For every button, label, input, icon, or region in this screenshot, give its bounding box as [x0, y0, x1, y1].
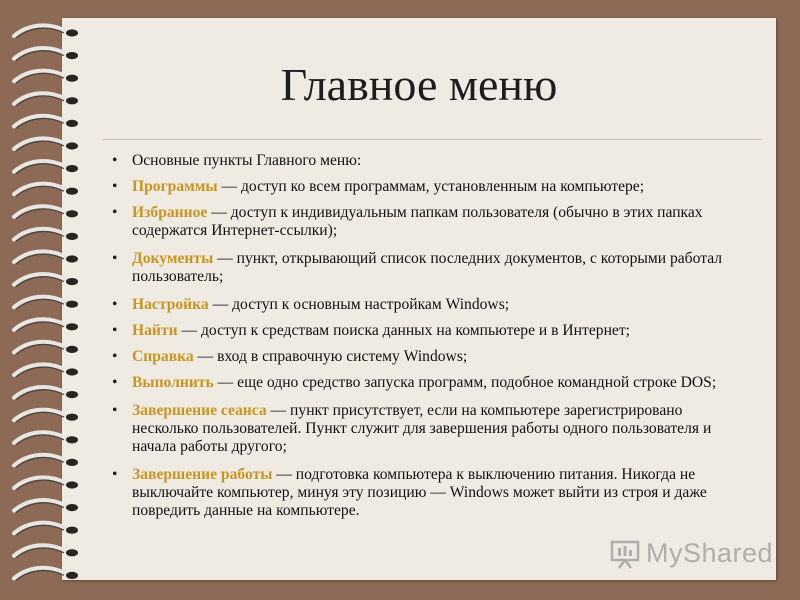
- list-item-term: Избранное: [132, 204, 208, 221]
- list-item: [112, 178, 752, 196]
- bullet-list: [112, 152, 752, 530]
- list-item-text: Основные пункты Главного меню:: [132, 152, 362, 169]
- list-item: [112, 466, 752, 520]
- binding-hole: [66, 323, 78, 330]
- list-item-text: — доступ к средствам поиска данных на компьютере и в Интернет;: [177, 322, 630, 339]
- binding-hole: [66, 210, 78, 217]
- binding-hole: [66, 120, 78, 127]
- list-item-term: Программы: [132, 178, 218, 195]
- list-item-text: — подготовка компьютера к выключению питания. Никогда не выключайте компьютер, минуя эту позицию — Windows может выйти из строя и даже повредить данные на компьютере.: [132, 466, 707, 519]
- list-item: [112, 348, 752, 366]
- list-item-term: Настройка: [132, 296, 209, 313]
- watermark: [608, 534, 773, 572]
- binding-hole: [66, 391, 78, 398]
- binding-hole: [66, 142, 78, 149]
- watermark-text: MyShared: [646, 537, 774, 568]
- list-item: [112, 374, 752, 392]
- list-item-term: Выполнить: [132, 374, 214, 391]
- title-divider: [102, 139, 762, 140]
- list-item-text: — еще одно средство запуска программ, подобное командной строке DOS;: [213, 374, 717, 391]
- binding-hole: [66, 527, 78, 534]
- binding-hole: [66, 549, 78, 556]
- binding-hole: [66, 481, 78, 488]
- binding-hole: [66, 29, 78, 36]
- list-item-text: — доступ к основным настройкам Windows;: [208, 296, 510, 313]
- binding-hole: [66, 165, 78, 172]
- binding-hole: [66, 188, 78, 195]
- list-item: [112, 152, 752, 170]
- list-item: [112, 296, 752, 314]
- binding-hole: [66, 459, 78, 466]
- list-item: [112, 402, 752, 456]
- list-item-term: Справка: [132, 348, 194, 365]
- binding-hole: [66, 436, 78, 443]
- list-item: [112, 250, 752, 286]
- list-item: [112, 322, 752, 340]
- binding-hole: [66, 346, 78, 353]
- binding-hole: [66, 504, 78, 511]
- list-item-term: Завершение сеанса: [132, 402, 267, 419]
- list-item-text: — пункт, открывающий список последних документов, с которыми работал пользователь;: [132, 250, 723, 285]
- list-item-term: Документы: [132, 250, 214, 267]
- presentation-board-icon: [608, 536, 642, 570]
- list-item-text: — доступ ко всем программам, установленным на компьютере;: [217, 178, 645, 195]
- binding-hole: [66, 572, 78, 579]
- binding-hole: [66, 368, 78, 375]
- binding-hole: [66, 301, 78, 308]
- binding-hole: [66, 414, 78, 421]
- list-item-term: Завершение работы: [132, 466, 273, 483]
- list-item-text: — пункт присутствует, если на компьютере зарегистрировано несколько пользователей. Пункт служит для завершения работы одного пользователя и начала работы другого;: [132, 402, 712, 455]
- list-item-text: — вход в справочную систему Windows;: [193, 348, 468, 365]
- list-item: [112, 204, 752, 240]
- list-item-text: — доступ к индивидуальным папкам пользователя (обычно в этих папках содержатся Интернет-ссылки);: [132, 204, 703, 239]
- list-item-term: Найти: [132, 322, 178, 339]
- binding-hole: [66, 233, 78, 240]
- binding-hole: [66, 278, 78, 285]
- page-title: Главное меню: [280, 59, 558, 110]
- binding-hole: [66, 255, 78, 262]
